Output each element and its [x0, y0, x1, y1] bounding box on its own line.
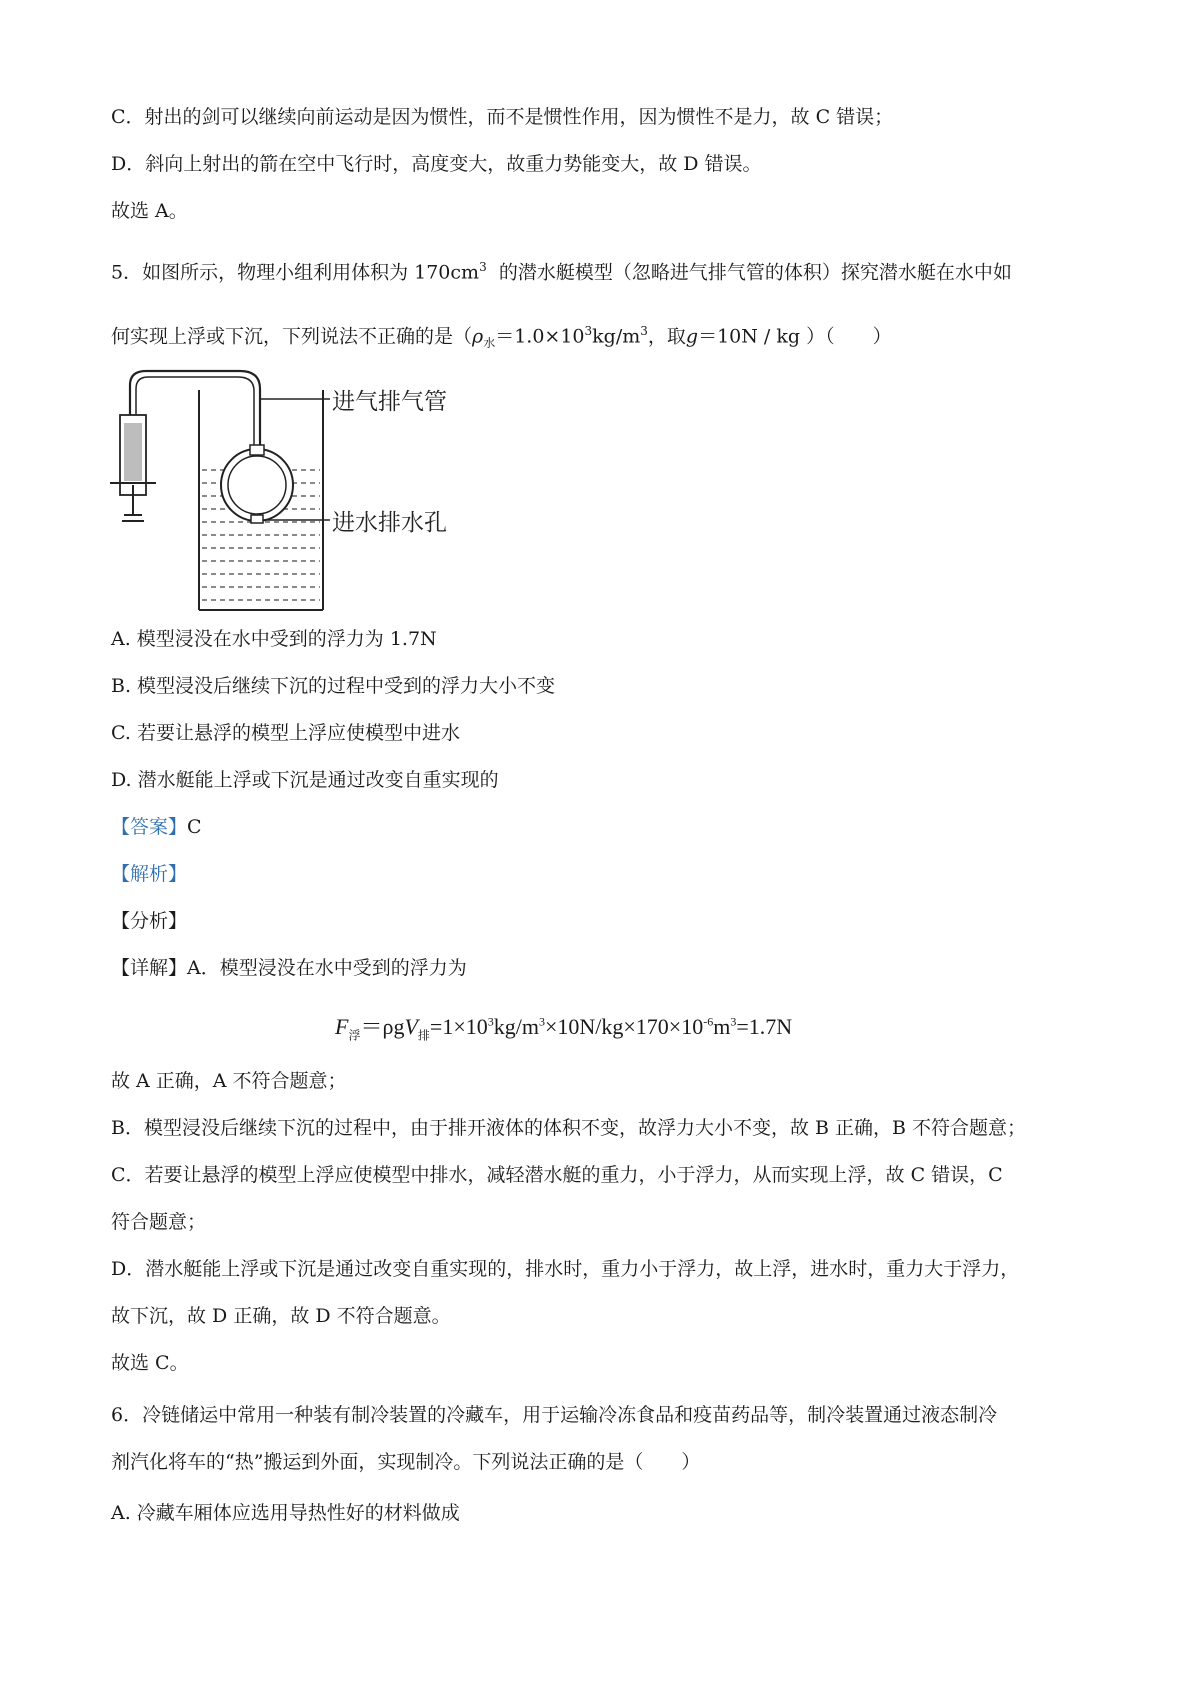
q5-stem-line2: 何实现上浮或下沉，下列说法不正确的是（$\rho_水=1.0\times 10^3kg/m^3$，取g＝10N / kg ）（ ） — [111, 324, 892, 351]
q5-stem-line1: 5．如图所示，物理小组利用体积为 $170cm^3$ 的潜水艇模型（忽略进气排气管的体积）探究潜水艇在水中如 — [111, 260, 1012, 284]
answer-line: 【答案】C — [111, 816, 202, 838]
q6-stem-line2: 剂汽化将车的“热”搬运到外面，实现制冷。下列说法正确的是（ ） — [111, 1451, 701, 1473]
label-hole: 进水排水孔 — [332, 510, 447, 536]
explanation-line: C．若要让悬浮的模型上浮应使模型中排水，减轻潜水艇的重力，小于浮力，从而实现上浮，故 C 错误，C — [111, 1164, 1003, 1186]
submarine-model-figure — [110, 365, 530, 615]
q6-option-a: A. 冷藏车厢体应选用导热性好的材料做成 — [111, 1502, 460, 1524]
option-b: B. 模型浸没后继续下沉的过程中受到的浮力大小不变 — [111, 675, 556, 697]
text-line: D．斜向上射出的箭在空中飞行时，高度变大，故重力势能变大，故 D 错误。 — [111, 153, 762, 175]
option-d: D. 潜水艇能上浮或下沉是通过改变自重实现的 — [111, 769, 499, 791]
explanation-line: 故下沉，故 D 正确，故 D 不符合题意。 — [111, 1305, 451, 1327]
text-line: 故选 A。 — [111, 200, 188, 222]
label-pipe: 进气排气管 — [332, 389, 447, 415]
explanation-line: 故 A 正确，A 不符合题意； — [111, 1070, 347, 1092]
text-line: C．射出的剑可以继续向前运动是因为惯性，而不是惯性作用，因为惯性不是力，故 C 错误； — [111, 106, 894, 128]
option-c: C. 若要让悬浮的模型上浮应使模型中进水 — [111, 722, 460, 744]
option-a: A. 模型浸没在水中受到的浮力为 1.7N — [111, 628, 437, 650]
detail-line: 【详解】A．模型浸没在水中受到的浮力为 — [111, 957, 467, 979]
explanation-line: 故选 C。 — [111, 1352, 189, 1374]
q6-stem-line1: 6．冷链储运中常用一种装有制冷装置的冷藏车，用于运输冷冻食品和疫苗药品等，制冷装置通过液态制冷 — [111, 1404, 998, 1426]
analysis-tag: 【解析】 — [111, 863, 188, 885]
buoyancy-formula: $F_浮=\rho gV_排=1\times 10^3kg/m^3\times 10N/kg\times 170\times 10^{-6}m^3=1.7N$ — [335, 1014, 793, 1043]
explanation-line: B．模型浸没后继续下沉的过程中，由于排开液体的体积不变，故浮力大小不变，故 B 正确，B 不符合题意； — [111, 1117, 1027, 1139]
explanation-line: D．潜水艇能上浮或下沉是通过改变自重实现的，排水时，重力小于浮力，故上浮，进水时，重力大于浮力， — [111, 1258, 1020, 1280]
fenxi-tag: 【分析】 — [111, 910, 188, 932]
explanation-line: 符合题意； — [111, 1211, 207, 1233]
